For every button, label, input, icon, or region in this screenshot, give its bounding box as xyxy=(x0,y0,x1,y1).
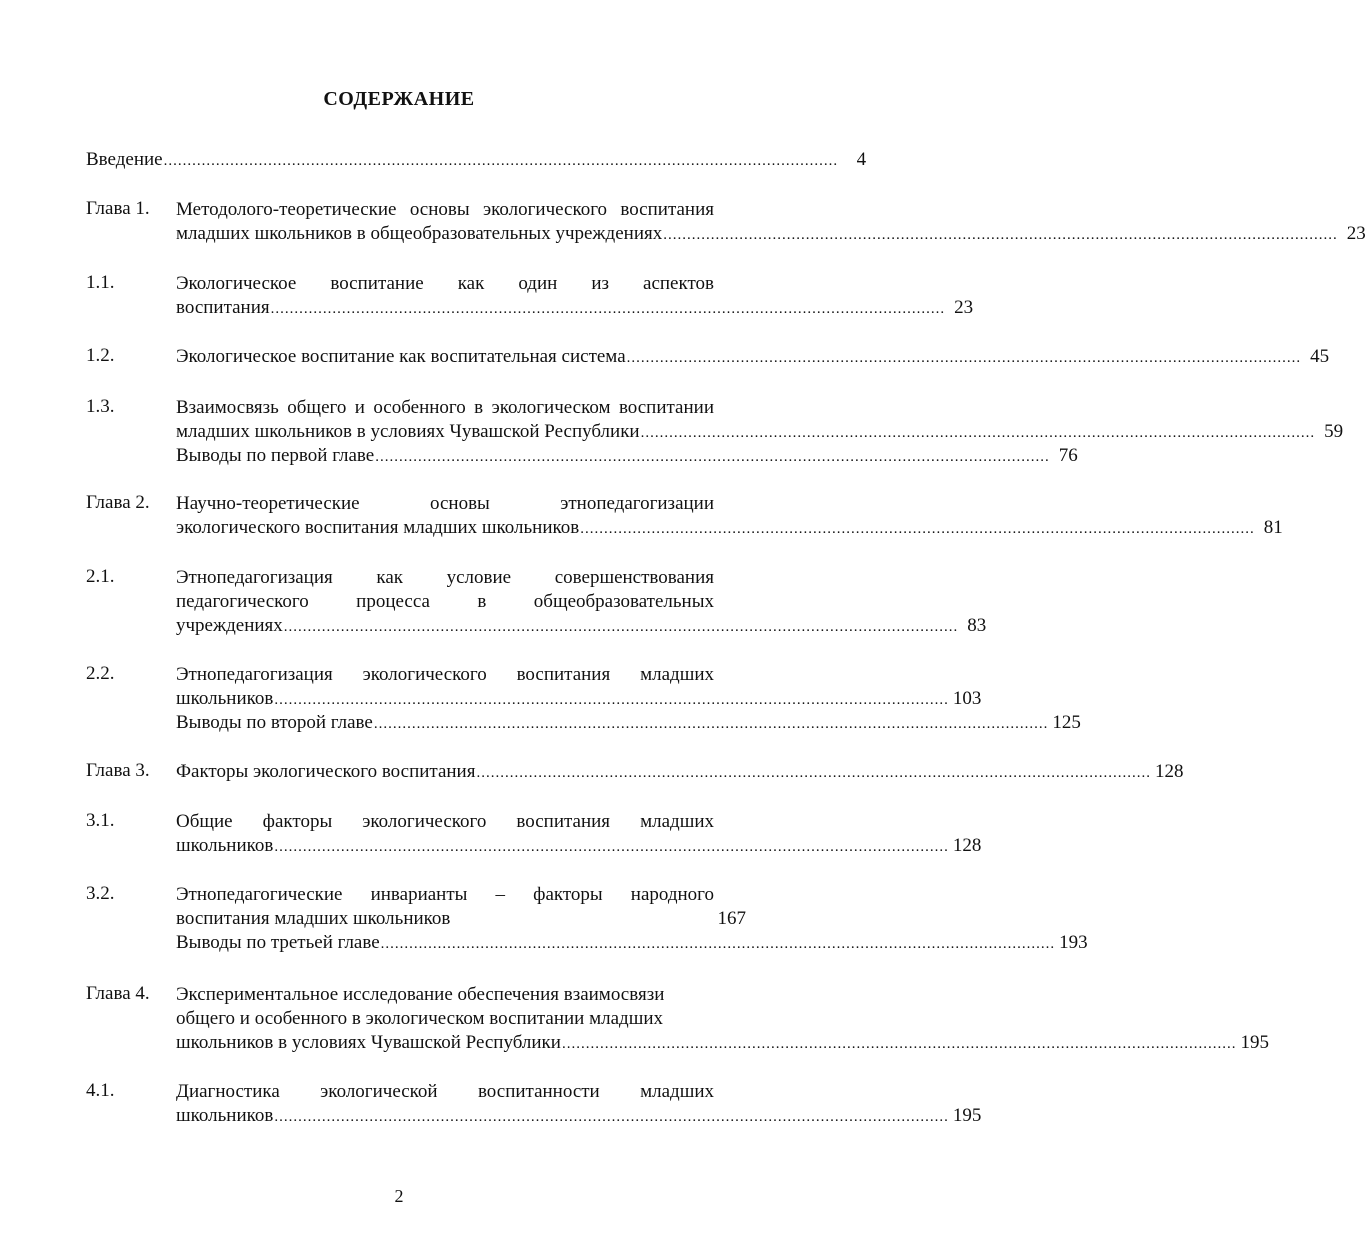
toc-page-number: 45 xyxy=(1310,346,1330,367)
toc-entry-title: Выводы по первой главе xyxy=(176,445,375,466)
toc-entry-title: Введение xyxy=(86,149,163,170)
toc-entry-title: учреждениях xyxy=(176,615,283,636)
toc-line xyxy=(176,222,1366,246)
toc-line xyxy=(86,148,867,172)
toc-page-number: 103 xyxy=(952,688,982,709)
toc-leader: .............................................................................................................................................. xyxy=(375,449,1050,465)
toc-entry-title: школьников в условиях Чувашской Республики xyxy=(176,1032,561,1053)
toc-line: Экологическое воспитание как один из аспектов xyxy=(176,273,714,294)
toc-leader: .............................................................................................................................................. xyxy=(163,153,839,169)
toc-entry-title: воспитания младших школьников xyxy=(176,908,451,929)
toc-page-number: 81 xyxy=(1263,517,1283,538)
toc-line xyxy=(176,516,1283,540)
toc-entry-title: младших школьников в общеобразовательных учреждениях xyxy=(176,223,663,244)
toc-line xyxy=(176,687,982,711)
toc-leader: .............................................................................................................................................. xyxy=(561,1036,1237,1052)
toc-entry-number: 3.1. xyxy=(86,810,115,831)
toc-line: Общие факторы экологического воспитания младших xyxy=(176,811,714,832)
toc-page-number: 125 xyxy=(1052,712,1081,733)
toc-line xyxy=(176,420,1344,444)
toc-entry-title: Выводы по третьей главе xyxy=(176,932,380,953)
toc-leader: .............................................................................................................................................. xyxy=(640,425,1316,441)
toc-leader: .............................................................................................................................................. xyxy=(626,350,1302,366)
toc-leader: .............................................................................................................................................. xyxy=(274,839,949,855)
toc-leader: .............................................................................................................................................. xyxy=(663,227,1338,243)
toc-line: Экспериментальное исследование обеспечения взаимосвязи xyxy=(176,984,665,1005)
toc-entry-title: младших школьников в условиях Чувашской Республики xyxy=(176,421,640,442)
toc-line xyxy=(176,1104,982,1128)
toc-line: Диагностика экологической воспитанности младших xyxy=(176,1081,714,1102)
toc-entry-number: 1.1. xyxy=(86,272,115,293)
toc-entry-number: Глава 4. xyxy=(86,983,150,1004)
toc-line: Этнопедагогизация как условие совершенствования xyxy=(176,567,714,588)
toc-entry-number: 2.1. xyxy=(86,566,115,587)
toc-page-number: 83 xyxy=(967,615,987,636)
toc-page-number: 167 xyxy=(717,908,746,929)
toc-page-number: 23 xyxy=(1346,223,1366,244)
toc-leader: .............................................................................................................................................. xyxy=(274,1109,949,1125)
toc-leader: .............................................................................................................................................. xyxy=(283,619,959,635)
toc-line xyxy=(176,444,1078,468)
toc-line: Научно-теоретические основы этнопедагогизации xyxy=(176,493,714,514)
toc-page-number: 193 xyxy=(1059,932,1088,953)
toc-page-number: 128 xyxy=(1154,761,1184,782)
toc-line xyxy=(176,345,1330,369)
toc-line xyxy=(176,1031,1269,1055)
toc-line: Этнопедагогические инварианты – факторы народного xyxy=(176,884,714,905)
toc-page-number: 76 xyxy=(1058,445,1078,466)
toc-leader: .............................................................................................................................................. xyxy=(274,692,949,708)
toc-line xyxy=(176,760,1184,784)
toc-page-number: 195 xyxy=(952,1105,982,1126)
toc-line: Методолого-теоретические основы экологического воспитания xyxy=(176,199,714,220)
toc-leader: .............................................................................................................................................. xyxy=(580,521,1255,537)
toc-entry-number: 4.1. xyxy=(86,1080,115,1101)
toc-line: общего и особенного в экологическом воспитании младших xyxy=(176,1008,663,1029)
toc-line xyxy=(176,931,1088,955)
toc-entry-number: 1.2. xyxy=(86,345,115,366)
toc-entry-title: школьников xyxy=(176,1105,274,1126)
toc-page-number: 128 xyxy=(952,835,982,856)
toc-leader: .............................................................................................................................................. xyxy=(380,936,1056,952)
toc-line: педагогического процесса в общеобразовательных xyxy=(176,591,714,612)
toc-entry-number: Глава 3. xyxy=(86,760,150,781)
toc-line xyxy=(176,296,974,320)
toc-entry-number: Глава 1. xyxy=(86,198,150,219)
toc-line: Взаимосвязь общего и особенного в экологическом воспитании xyxy=(176,397,714,418)
toc-line xyxy=(176,834,982,858)
toc-line xyxy=(176,614,987,638)
toc-entry-title: воспитания xyxy=(176,297,270,318)
toc-entry-title: Экологическое воспитание как воспитательная система xyxy=(176,346,626,367)
toc-entry-title: школьников xyxy=(176,688,274,709)
toc-leader: .............................................................................................................................................. xyxy=(373,716,1049,732)
toc-entry-number: Глава 2. xyxy=(86,492,150,513)
toc-entry-title: школьников xyxy=(176,835,274,856)
toc-entry-title: Факторы экологического воспитания xyxy=(176,761,476,782)
toc-entry-number: 2.2. xyxy=(86,663,115,684)
toc-page-number: 4 xyxy=(856,149,867,170)
toc-page-number: 23 xyxy=(954,297,974,318)
toc-page-number: 59 xyxy=(1324,421,1344,442)
page-title: СОДЕРЖАНИЕ xyxy=(323,88,475,110)
toc-leader: .............................................................................................................................................. xyxy=(476,765,1151,781)
toc-line xyxy=(176,711,1081,735)
toc-line xyxy=(176,907,746,931)
page-number: 2 xyxy=(394,1186,404,1206)
toc-leader: .............................................................................................................................................. xyxy=(270,301,946,317)
toc-entry-number: 3.2. xyxy=(86,883,115,904)
toc-entry-title: экологического воспитания младших школьников xyxy=(176,517,580,538)
toc-entry-title: Выводы по второй главе xyxy=(176,712,373,733)
toc-entry-number: 1.3. xyxy=(86,396,115,417)
toc-line: Этнопедагогизация экологического воспитания младших xyxy=(176,664,714,685)
toc-page-number: 195 xyxy=(1240,1032,1269,1053)
